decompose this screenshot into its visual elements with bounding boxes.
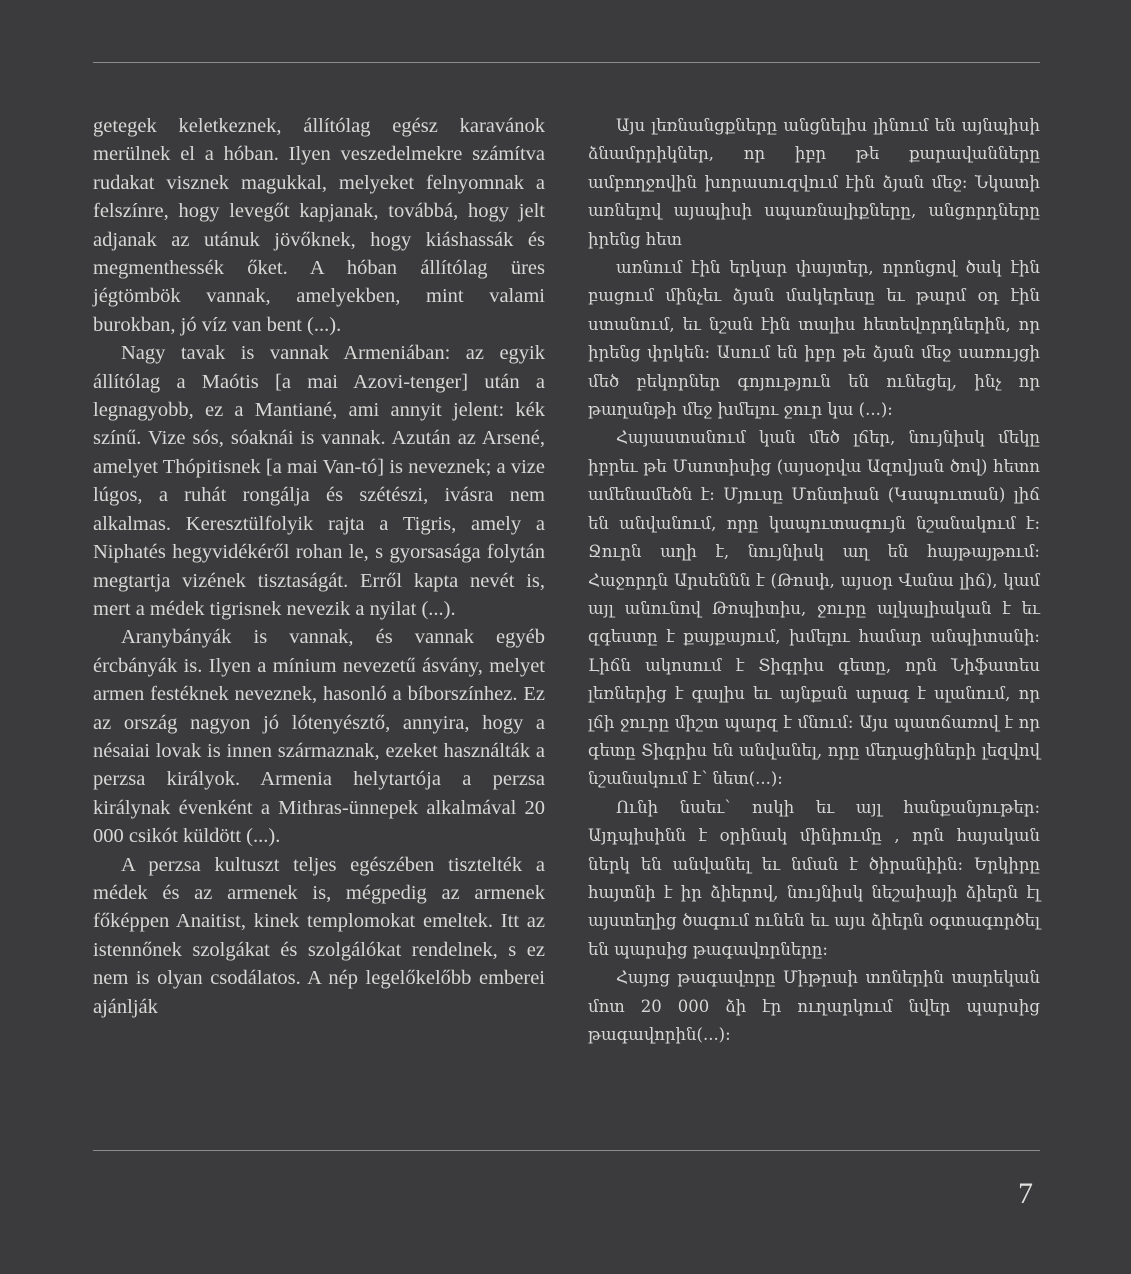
paragraph: Հայաստանում կան մեծ լճեր, նույնիսկ մեկը իբրեւ թե Մաոտիսից (այսօրվա Ազովյան ծով) հետո ամենամեծն է: Մյուսը Մոնտիան (Կապուտան) լիճ են անվանում, որը կապուտագույն նշանակում է: Ջուրն աղի է, նույնիսկ աղ են հայթայթում: Հաջորդն Արսեննն է (Թոսփ, այսօր Վանա լիճ), կամ այլ անունով Թոպիտիս, ջուրը ալկալիական է եւ զգեստը է քայքայում, խմելու համար անպիտանի: Լիճն ակոսում է Տիգրիս գետը, որն Նիֆատես լեռներից է գալիս եւ այնքան արագ է սլանում, որ լճի ջուրը միշտ պարզ է մնում: Այս պատճառով է որ գետը Տիգրիս են անվանել, որը մեդացիների լեզվով նշանակում է՝ նետ(...): bbox=[588, 428, 1040, 789]
paragraph: Ունի նաեւ՝ ոսկի եւ այլ հանքանյութեր: Այդպիսինն է օրինակ մինիումը , որն հայական ներկ են անվանել եւ նման է ծիրանիին: Երկիրը հայտնի է իր ձիերով, նույնիսկ նեշաիայի ձիերն էլ այստեղից ծագում ունեն եւ այս ձիերն օգտագործել են պարսից թագավորները: bbox=[588, 797, 1040, 959]
paragraph: getegek keletkeznek, állítólag egész karavánok merülnek el a hóban. Ilyen veszedelmekre számítva rudakat visznek magukkal, melyeket felnyomnak a felszínre, hogy levegőt kapjanak, továbbá, hogy jelt adjanak az utánuk jövőknek, hogy kiáshassák és megmenthessék őket. A hóban állítólag üres jégtömbök vannak, amelyekben, mint valami burokban, jó víz van bent (...). bbox=[93, 115, 545, 336]
paragraph: Այս լեռնանցքները անցնելիս լինում են այնպիսի ձնամրրիկներ, որ իբր թե քարավանները ամբողջովին խորասուզվում էին ձյան մեջ: Նկատի առնելով այսպիսի սպառնալիքները, անցորդները իրենց հետ bbox=[588, 116, 1040, 249]
paragraph: Aranybányák is vannak, és vannak egyéb ércbányák is. Ilyen a mínium nevezetű ásvány, melyet armen festéknek neveznek, hasonló a bíborszínhez. Ez az ország nagyon jó lótenyésztő, annyira, hogy a nésaiai lovak is innen származnak, ezeket használták a perzsa királyok. Armenia helytartója a perzsa királynak évenként a Mithras-ünnepek alkalmával 20 000 csikót küldött (...). bbox=[93, 626, 545, 848]
paragraph: A perzsa kultuszt teljes egészében tisztelték a médek és az armenek is, mégpedig az armenek főképpen Anaitist, kinek templomokat emeltek. Itt az istennőnek szolgákat és szolgálókat rendelnek, s ez nem is olyan csodálatos. A nép legelőkelőbb emberei ajánlják bbox=[93, 853, 545, 1018]
paragraph: Հայոց թագավորը Միթրաի տոներին տարեկան մոտ 20 000 ձի էր ուղարկում նվեր պարսից թագավորին(...): bbox=[588, 968, 1040, 1044]
bottom-rule bbox=[93, 1150, 1040, 1151]
paragraph: Nagy tavak is vannak Armeniában: az egyik állítólag a Maótis [a mai Azovi-tenger] után a legnagyobb, ez a Mantiané, ami annyit jelent: kék színű. Vize sós, sóaknái is vannak. Azután az Arsené, amelyet Thópitisnek [a mai Van-tó] is neveznek; a vize lúgos, a ruhát rongálja és szétészi, ivásra nem alkalmas. Keresztülfolyik rajta a Tigris, amely a Niphatés hegyvidékéről rohan le, s gyorsasága folytán megtartja vizének tisztaságát. Erről kapta nevét is, mert a médek tigrisnek nevezik a nyilat (...). bbox=[93, 342, 545, 620]
top-rule bbox=[93, 62, 1040, 63]
page-number: 7 bbox=[1018, 1177, 1033, 1210]
armenian-text-column bbox=[588, 112, 1040, 1049]
paragraph: առնում էին երկար փայտեր, որոնցով ծակ էին բացում մինչեւ ձյան մակերեսը եւ թարմ օդ էին ստանում, եւ նշան էին տալիս հետեվորդներին, որ իրենց փրկեն: Ասում են իբր թե ձյան մեջ սառույցի մեծ բեկորներ գոյություն են ունեցել, ինչ որ թաղանթի մեջ խմելու ջուր կա (...): bbox=[588, 258, 1040, 420]
hungarian-text-column bbox=[93, 112, 545, 1021]
